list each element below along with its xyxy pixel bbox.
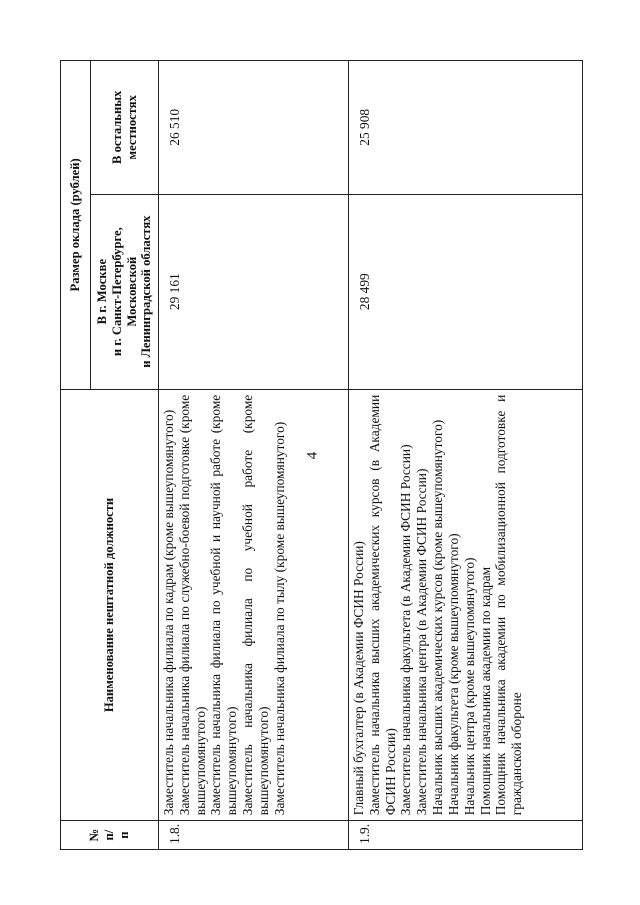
position-item: Заместитель начальника центра (в Академии ФСИН России) xyxy=(414,468,430,816)
header-other-regions: В остальных местностях xyxy=(91,61,159,195)
position-item: Начальник высших академических курсов (кроме вышеупомянутого) xyxy=(430,419,446,816)
position-item: Заместитель начальника филиала по учебной и научной работе (кроме вышеупомянутого) xyxy=(208,394,240,816)
row-number: 1.9. xyxy=(349,821,583,850)
header-moscow-spb: В г. Москве и г. Санкт-Петербурге, Московской и Ленинградской областях xyxy=(91,194,159,389)
position-item: Заместитель начальника филиала по учебной работе (кроме вышеупомянутого) xyxy=(240,394,271,816)
header-position-name: Наименование нештатной должности xyxy=(61,389,159,820)
position-item: Помощник начальника академии по кадрам xyxy=(477,566,493,816)
header-number: № п/п xyxy=(61,821,159,850)
position-item: Заместитель начальника филиала по кадрам (кроме вышеупомянутого) xyxy=(161,409,176,816)
table-row xyxy=(349,61,583,850)
position-list xyxy=(349,389,583,820)
position-item: Заместитель начальника филиала по служебно-боевой подготовке (кроме вышеупомянутого) xyxy=(176,394,208,816)
salary-other: 26 510 xyxy=(159,61,349,195)
position-item: Главный бухгалтер (в Академии ФСИН России) xyxy=(351,541,366,816)
table-row xyxy=(159,61,349,850)
salary-moscow: 29 161 xyxy=(159,194,349,389)
salary-table-container xyxy=(60,60,582,850)
salary-other: 25 908 xyxy=(349,61,583,195)
position-item: Заместитель начальника филиала по тылу (кроме вышеупомянутого) xyxy=(271,421,287,816)
position-item: Заместитель начальника факультета (в Академии ФСИН России) xyxy=(398,444,414,816)
position-list xyxy=(159,389,349,820)
position-item: Начальник факультета (кроме вышеупомянутого) xyxy=(445,533,461,816)
position-item: Помощник начальника академии по мобилизационной подготовке и гражданской обороне xyxy=(493,394,525,816)
position-item: Начальник центра (кроме вышеупомянутого) xyxy=(461,557,477,816)
position-item: Заместитель начальника высших академических курсов (в Академии ФСИН России) xyxy=(366,394,398,816)
page-number: 4 xyxy=(304,451,321,460)
row-number: 1.8. xyxy=(159,821,349,850)
salary-moscow: 28 499 xyxy=(349,194,583,389)
salary-table xyxy=(60,60,583,850)
header-salary-group: Размер оклада (рублей) xyxy=(61,61,91,390)
